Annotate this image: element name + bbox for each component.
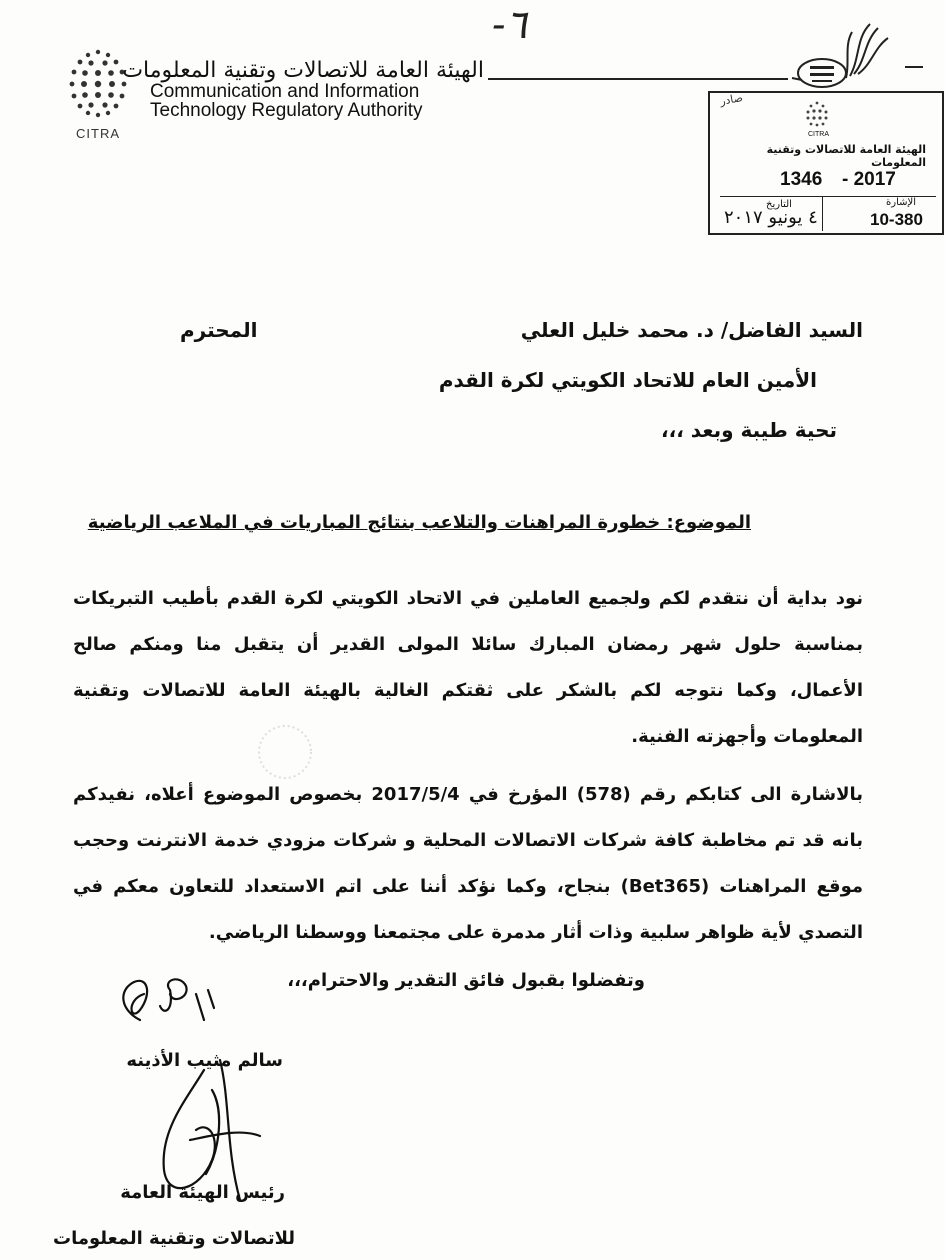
letter-subject: الموضوع: خطورة المراهنات والتلاعب بنتائج المباريات في الملاعب الرياضية bbox=[87, 512, 751, 533]
stamp-ref-value: 10-380 bbox=[870, 210, 923, 229]
stamp-logo-label: CITRA bbox=[808, 131, 829, 138]
signatory-name: سالم مثيب الأذينه bbox=[126, 1050, 283, 1071]
addressee-name: السيد الفاضل/ د. محمد خليل العلي bbox=[520, 318, 863, 342]
stamp-org-name: الهيئة العامة للاتصالات وتقنية المعلومات bbox=[766, 143, 926, 169]
stamp-number: 1346 bbox=[780, 169, 823, 190]
org-name-arabic: الهيئة العامة للاتصالات وتقنية المعلومات bbox=[122, 58, 484, 83]
addressee-honorific: المحترم bbox=[180, 318, 258, 342]
addressee-position: الأمين العام للاتحاد الكويتي لكرة القدم bbox=[438, 368, 817, 392]
stamp-divider-vertical bbox=[822, 197, 823, 231]
stamp-date-value: ٤ يونيو ٢٠١٧ bbox=[724, 207, 818, 228]
closing-line: وتفضلوا بقبول فائق التقدير والاحترام،،، bbox=[287, 970, 645, 991]
greeting: تحية طيبة وبعد ،،، bbox=[661, 418, 837, 442]
signatory-title-line2: للاتصالات وتقنية المعلومات bbox=[53, 1228, 295, 1249]
stamp-year: - 2017 bbox=[842, 169, 896, 190]
org-name-english-line1: Communication and Information bbox=[150, 81, 420, 102]
header-rule-short bbox=[905, 66, 923, 68]
body-paragraph-1: نود بداية أن نتقدم لكم ولجميع العاملين في الاتحاد الكويتي لكرة القدم بأطيب التبريكات بمناسبة حلول شهر رمضان المبارك سائلا المولى القدير أن يتقبل منا ومنكم صالح الأعمال، وكما نتوجه لكم بالشكر على ثقتكم الغالية بالهيئة العامة للاتصالات وتقنية المعلومات وأجهزته الفنية. bbox=[73, 588, 863, 747]
logo-label: CITRA bbox=[76, 126, 120, 141]
state-emblem-icon bbox=[790, 18, 900, 93]
handwritten-signature bbox=[100, 960, 320, 1250]
stamp-logo-icon bbox=[802, 99, 832, 129]
header-rule bbox=[488, 78, 788, 80]
stamp-status-label: صادر bbox=[719, 91, 744, 108]
faint-seal-icon bbox=[255, 722, 315, 782]
stamp-ref-label: الإشارة bbox=[886, 197, 916, 208]
citra-logo-icon bbox=[62, 44, 134, 124]
body-paragraph-2: بالاشارة الى كتابكم رقم (578) المؤرخ في 2017/5/4 بخصوص الموضوع أعلاه، نفيدكم بانه قد تم مخاطبة كافة شركات الاتصالات المحلية و شركات مزودي خدمة الانترنت وحجب موقع المراهنات (Bet365) بنجاح، وكما نؤكد أننا على اتم الاستعداد للتعاون معكم في التصدي لأية ظواهر سلبية وذات أثار مدمرة على مجتمعنا ووسطنا الرياضي. bbox=[73, 784, 863, 943]
org-name-english-line2: Technology Regulatory Authority bbox=[150, 100, 423, 121]
outgoing-stamp bbox=[708, 91, 944, 235]
stamp-date-label: التاريخ bbox=[766, 199, 792, 210]
signatory-title-line1: رئيس الهيئة العامة bbox=[120, 1182, 285, 1203]
handwritten-page-mark: -٦ bbox=[492, 2, 527, 48]
